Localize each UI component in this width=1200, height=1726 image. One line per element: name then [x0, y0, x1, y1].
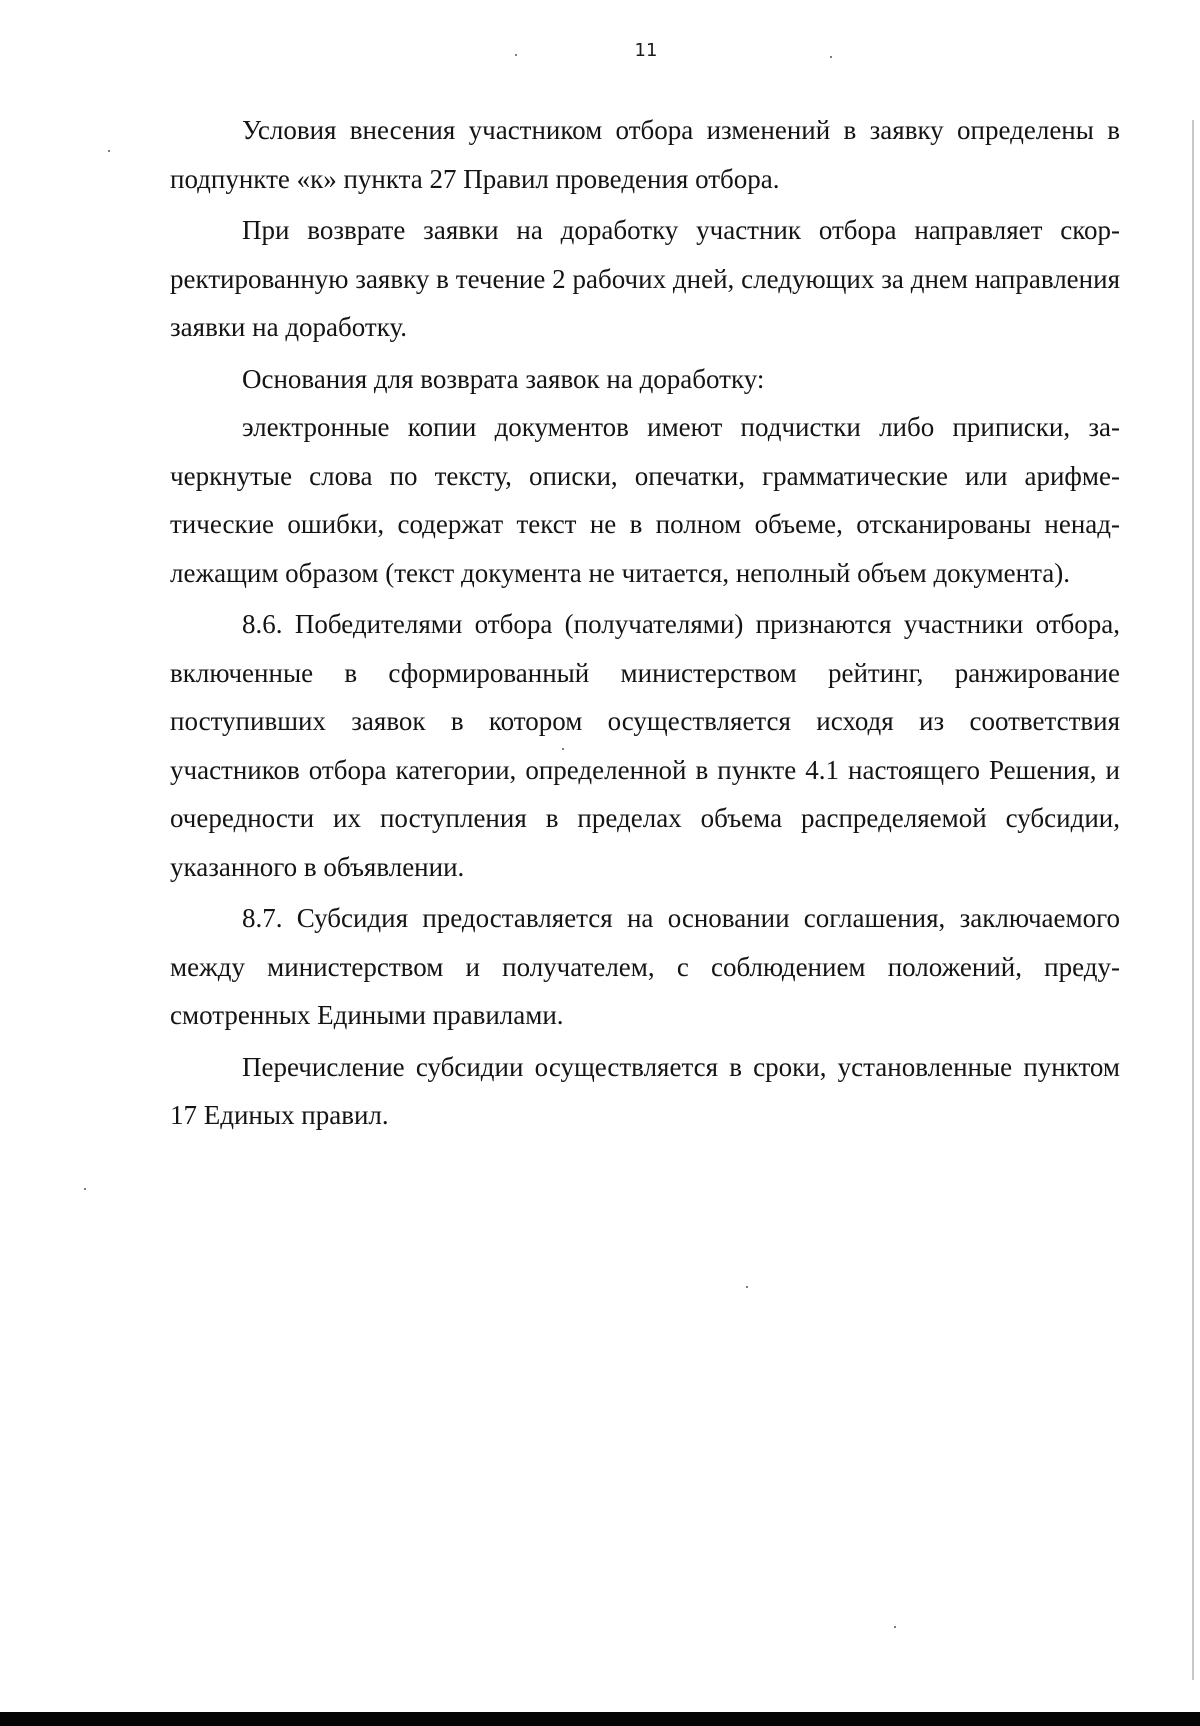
scan-speck	[894, 1626, 896, 1628]
paragraph-grounds-heading: Основания для возврата заявок на доработку:	[242, 363, 765, 394]
scan-speck	[562, 748, 564, 750]
paragraph-8-7-subsidy: 8.7. Субсидия предоставляется на основании соглашения, заключаемого между министерством и получателем, с соблюдением положений, предусмотренных Едиными правилами.	[170, 903, 1120, 1030]
paragraph-amendment-conditions: Условия внесения участником отбора изменений в заявку определены в подпункте «к» пункта 27 Правил проведения отбора.	[170, 115, 1120, 194]
paragraph-return-for-revision: При возврате заявки на доработку участник отбора направляет скорректированную заявку в течение 2 рабочих дней, следующих за днем направления заявки на доработку.	[170, 215, 1120, 342]
scan-speck	[830, 56, 832, 58]
paragraph-8-6-winners: 8.6. Победителями отбора (получателями) признаются участники отбора, включенные в сформированный министерством рейтинг, ранжирование поступивших заявок в котором осуществляется исходя из соответствия участников отбора категории, определенной в пункте 4.1 настоящего Решения, и очередности их поступления в пределах объема распределяемой субсидии, указанного в объявлении.	[170, 609, 1120, 882]
document-body	[170, 106, 1120, 1140]
scan-edge-line	[1192, 120, 1194, 1680]
page-number: 11	[634, 40, 658, 61]
paragraph-transfer-terms: Перечисление субсидии осуществляется в сроки, установленные пунктом 17 Единых правил.	[170, 1051, 1120, 1130]
scan-bottom-border	[0, 1712, 1200, 1726]
scan-speck	[108, 150, 110, 152]
scan-speck	[746, 1286, 748, 1288]
paragraph-grounds-details: электронные копии документов имеют подчистки либо приписки, зачеркнутые слова по тексту, описки, опечатки, грамматические или арифметические ошибки, содержат текст не в полном объеме, отсканированы ненадлежащим образом (текст документа не читается, неполный объем документа).	[170, 412, 1120, 588]
scan-speck	[515, 54, 517, 56]
scan-speck	[84, 1188, 86, 1190]
